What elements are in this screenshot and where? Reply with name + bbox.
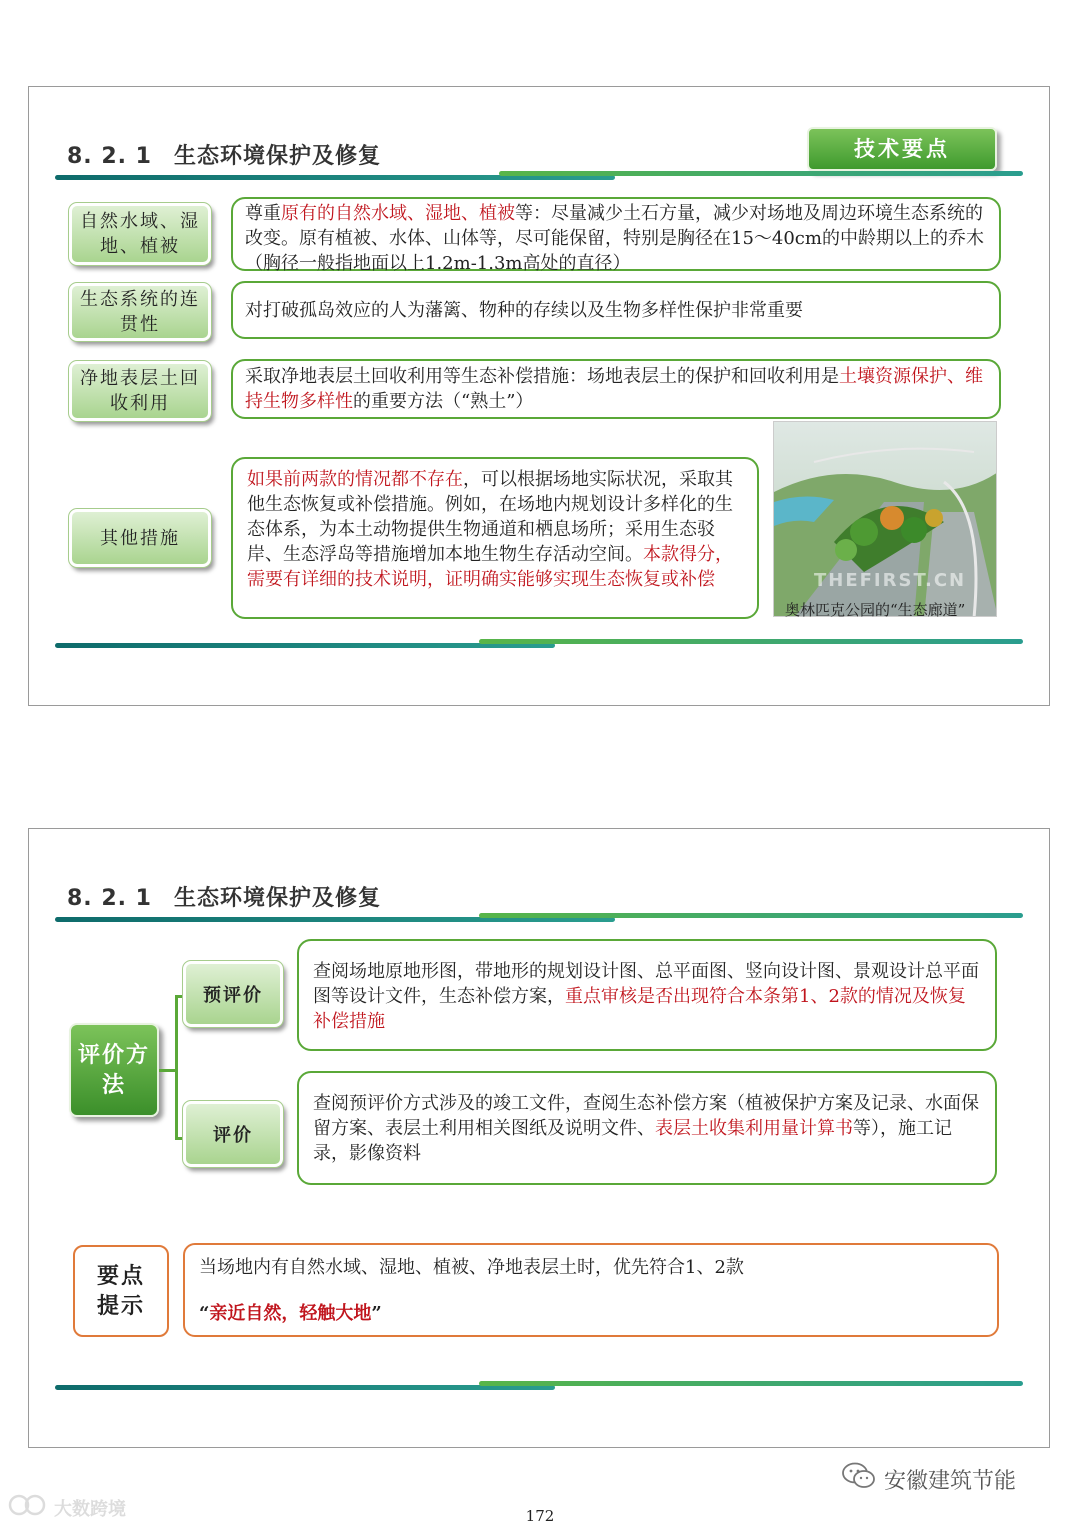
wechat-icon <box>842 1462 876 1496</box>
tips-box <box>183 1243 999 1337</box>
quote-open: “ <box>199 1303 210 1324</box>
label-ecosystem-continuity: 生态系统的连贯性 <box>69 283 211 341</box>
text-seg-red: 如果前两款的情况都不存在 <box>247 469 463 490</box>
section-number: 8. 2. 1 <box>67 886 152 911</box>
photo-caption: 奥林匹克公园的“生态廊道” <box>785 601 966 619</box>
watermark-text: 大数跨境 <box>54 1498 126 1520</box>
label-other-measures: 其他措施 <box>69 509 211 567</box>
text-seg: 对打破孤岛效应的人为藩篱、物种的存续以及生物多样性保护非常重要 <box>245 299 803 321</box>
label-natural-water: 自然水域、湿地、植被 <box>69 203 211 265</box>
tips-line-2 <box>199 1301 983 1327</box>
text-seg: 查阅预评价方式涉及的竣工文件，查阅生态补偿方案（植被保护方案及记录、水面保留方案、表层土利用相关图纸及说明文件、 <box>313 1093 979 1139</box>
tips-slogan: 亲近自然，轻触大地 <box>209 1303 372 1324</box>
box-natural-water <box>231 197 1001 274</box>
text-seg: 采取净地表层土回收利用等生态补偿措施：场地表层土的保护和回收利用是 <box>245 366 839 387</box>
eval-label: 评价 <box>183 1101 283 1167</box>
text-seg: 等），施工记录，影像资料 <box>313 1118 952 1164</box>
slide-evaluation-method <box>28 828 1050 1448</box>
connector <box>175 1137 183 1140</box>
text-seg: ，可以根据场地实际状况，采取其他生态恢复或补偿措施。例如，在场地内规划设计多样化的生态体系，为本土动物提供生物通道和栖息场所；采用生态驳岸、生态浮岛等措施增加本地生物生存活动空间。 <box>247 469 733 565</box>
slide-title <box>67 881 381 912</box>
pre-eval-box <box>297 939 997 1051</box>
eval-box <box>297 1071 997 1185</box>
text-seg-red: 本款得分，需要有详细的技术说明，证明确实能够实现生态恢复或补偿 <box>247 544 733 590</box>
tech-points-tag: 技术要点 <box>807 127 997 171</box>
connector <box>175 995 178 1139</box>
slide-title <box>67 139 381 170</box>
photo-watermark: THEFIRST.CN <box>814 570 967 591</box>
footer-brand <box>842 1462 1016 1496</box>
bottom-rule-right <box>479 639 1023 644</box>
eval-method-label: 评价方法 <box>69 1023 159 1117</box>
slide-technical-points <box>28 86 1050 706</box>
connector <box>175 995 183 998</box>
text-seg-red: 土壤资源保护、维持生物多样性 <box>245 366 983 412</box>
connector <box>159 1069 175 1072</box>
tips-label: 要点提示 <box>73 1245 169 1337</box>
title-rule-right <box>499 171 1023 176</box>
label-topsoil: 净地表层土回收利用 <box>69 361 211 421</box>
box-ecosystem-continuity <box>231 281 1001 339</box>
text-seg: 查阅场地原地形图，带地形的规划设计图、总平面图、竖向设计图、景观设计总平面图等设计文件，生态补偿方案， <box>313 961 979 1007</box>
quote-close: ” <box>371 1303 382 1324</box>
section-title: 生态环境保护及修复 <box>173 144 381 169</box>
box-other-measures <box>231 457 759 619</box>
brand-name: 安徽建筑节能 <box>884 1468 1017 1494</box>
eco-corridor-photo <box>773 421 997 617</box>
text-seg: 尊重 <box>245 203 281 224</box>
title-rule-right <box>479 913 1023 918</box>
box-topsoil <box>231 359 1001 419</box>
tips-line-1: 当场地内有自然水域、湿地、植被、净地表层土时，优先符合1、2款 <box>199 1257 744 1278</box>
text-seg: 等：尽量减少土石方量，减少对场地及周边环境生态系统的改变。原有植被、水体、山体等，尽可能保留，特别是胸径在15～40cm的中龄期以上的乔木（胸径一般指地面以上1.2m-1.3m高处的直径） <box>245 203 984 274</box>
section-number: 8. 2. 1 <box>67 144 152 169</box>
text-seg-red: 原有的自然水域、湿地、植被 <box>281 203 515 224</box>
text-seg-red: 重点审核是否出现符合本条第1、2款的情况及恢复补偿措施 <box>313 986 966 1032</box>
text-seg-red: 表层土收集利用量计算书 <box>655 1118 853 1139</box>
bottom-rule-right <box>479 1381 1023 1386</box>
text-seg: 的重要方法（“熟土”） <box>353 391 534 412</box>
page-number: 172 <box>525 1507 555 1525</box>
section-title: 生态环境保护及修复 <box>173 886 381 911</box>
pre-eval-label: 预评价 <box>183 961 283 1027</box>
